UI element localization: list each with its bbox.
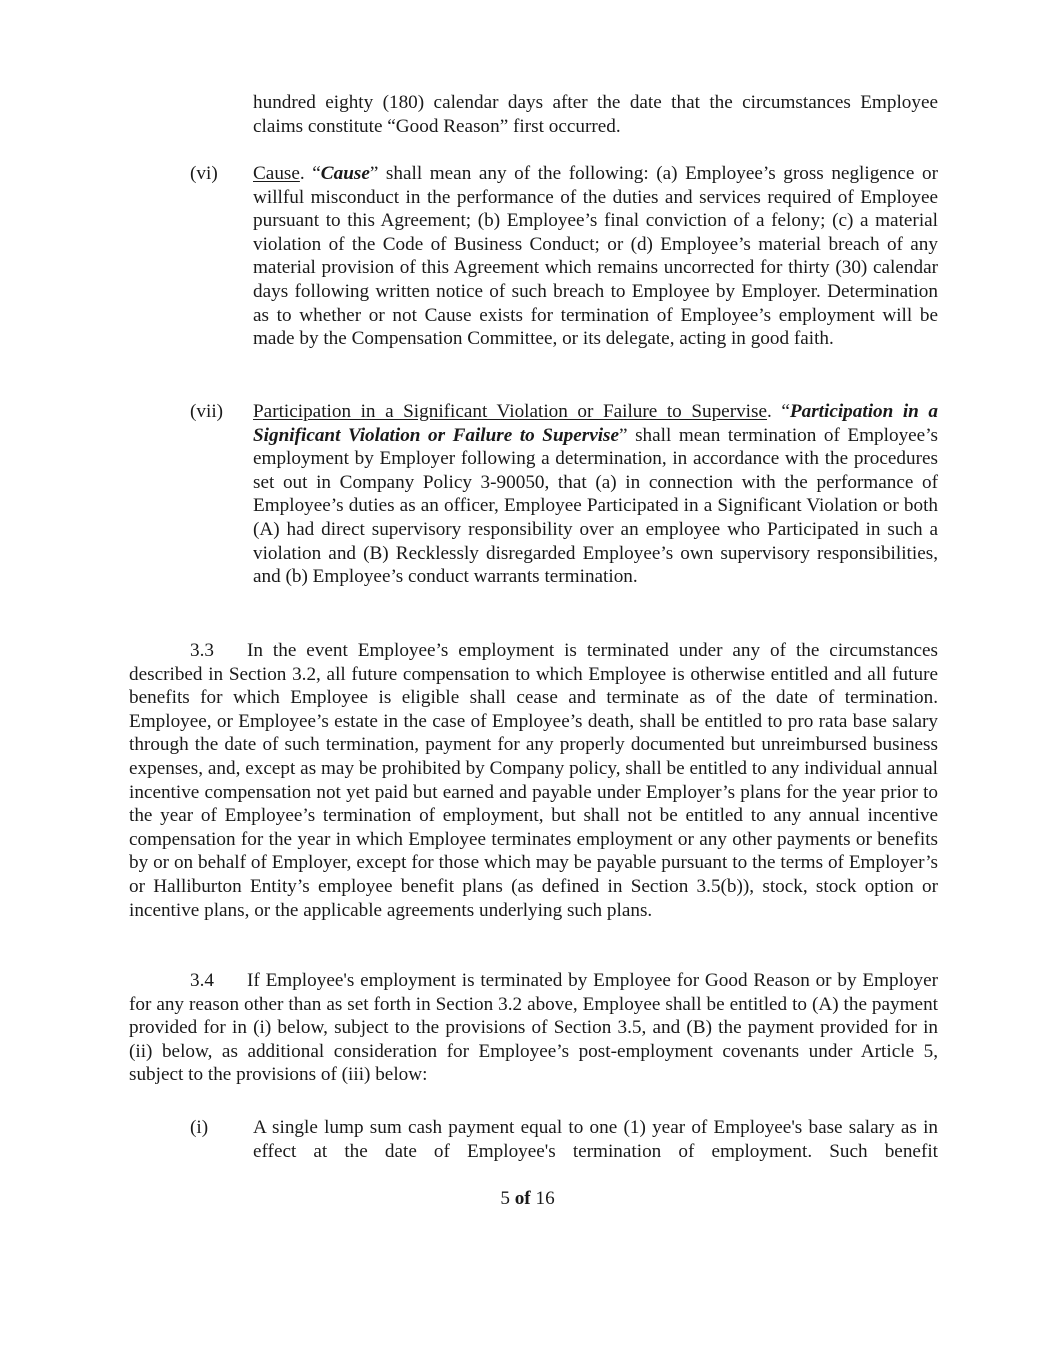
defined-term: Cause xyxy=(320,163,370,184)
section-3-3 xyxy=(129,639,938,922)
page-total: 16 xyxy=(535,1188,555,1209)
clause-label: (vi) xyxy=(190,163,218,184)
clause-text: ” shall mean any of the following: (a) Employee’s gross negligence or willful misconduct in the performance of the duties and services required of Employee pursuant to this Agreement; (b) Employee’s final conviction of a felony; (c) a material violation of the Code of Business Conduct; or (d) Employee’s material breach of any material provision of this Agreement which remains uncorrected for thirty (30) calendar days following written notice of such breach to Employee by Employer. Determination as to whether or not Cause exists for termination of Employee’s employment will be made by the Compensation Committee, or its delegate, acting in good faith. xyxy=(253,163,938,350)
section-number: 3.4 xyxy=(190,970,214,991)
clause-label: (i) xyxy=(190,1117,209,1138)
section-text: In the event Employee’s employment is terminated under any of the circumstances described in Section 3.2, all future compensation to which Employee is otherwise entitled and all future benefits for which Employee is eligible shall cease and terminate as of the date of termination. Employee, or Employee’s estate in the case of Employee’s death, shall be entitled to pro rata base salary through the date of such termination, payment for any properly documented but unreimbursed business expenses, and, except as may be prohibited by Company policy, shall be entitled to any individual annual incentive compensation not yet paid but earned and payable under Employer’s plans for the year prior to the year of Employee’s termination of employment, but shall not be entitled to any annual incentive compensation for the year in which Employee terminates employment or any other payments or benefits by or on behalf of Employer, except for those which may be payable pursuant to the terms of Employer’s or Halliburton Entity’s employee benefit plans (as defined in Section 3.5(b)), stock, stock option or incentive plans, or the applicable agreements underlying such plans. xyxy=(129,640,938,921)
continuation-text: hundred eighty (180) calendar days after the date that the circumstances Employee claims constitute “Good Reason” first occurred. xyxy=(253,92,938,137)
section-number: 3.3 xyxy=(190,640,214,661)
clause-body xyxy=(253,400,938,589)
clause-heading: Cause xyxy=(253,163,300,184)
page-current: 5 xyxy=(500,1188,510,1209)
clause-heading-punct: . “ xyxy=(767,401,790,422)
clause-body xyxy=(253,162,938,351)
defined-term: Participation in a Significant Violation or Failure to Supervise xyxy=(253,401,938,446)
section-3-4 xyxy=(129,969,938,1087)
clause-heading-punct: . “ xyxy=(299,163,321,184)
clause-label: (vii) xyxy=(190,401,224,422)
clause-text: ” shall mean termination of Employee’s employment by Employer following a determination, in accordance with the procedures set out in Company Policy 3-90050, that (a) in connection with the performance of Employee’s duties as an officer, Employee Participated in a Significant Violation or both (A) had direct supervisory responsibility over an employee who Participated in such a violation and (B) Recklessly disregarded Employee’s own supervisory responsibilities, and (b) Employee’s conduct warrants termination. xyxy=(253,424,938,588)
clause-text: A single lump sum cash payment equal to one (1) year of Employee's base salary as in effect at the date of Employee's termination of employment. Such benefit xyxy=(253,1117,938,1162)
clause-heading: Participation in a Significant Violation or Failure to Supervise xyxy=(253,401,768,422)
continuation-paragraph xyxy=(253,91,938,138)
clause-body xyxy=(253,1116,938,1163)
page-number-footer xyxy=(0,1187,1055,1211)
page-of-label: of xyxy=(514,1188,531,1209)
section-text: If Employee's employment is terminated by Employee for Good Reason or by Employer for any reason other than as set forth in Section 3.2 above, Employee shall be entitled to (A) the payment provided for in (i) below, subject to the provisions of Section 3.5, and (B) the payment provided for in (ii) below, as additional consideration for Employee’s post-employment covenants under Article 5, subject to the provisions of (iii) below: xyxy=(129,970,938,1086)
